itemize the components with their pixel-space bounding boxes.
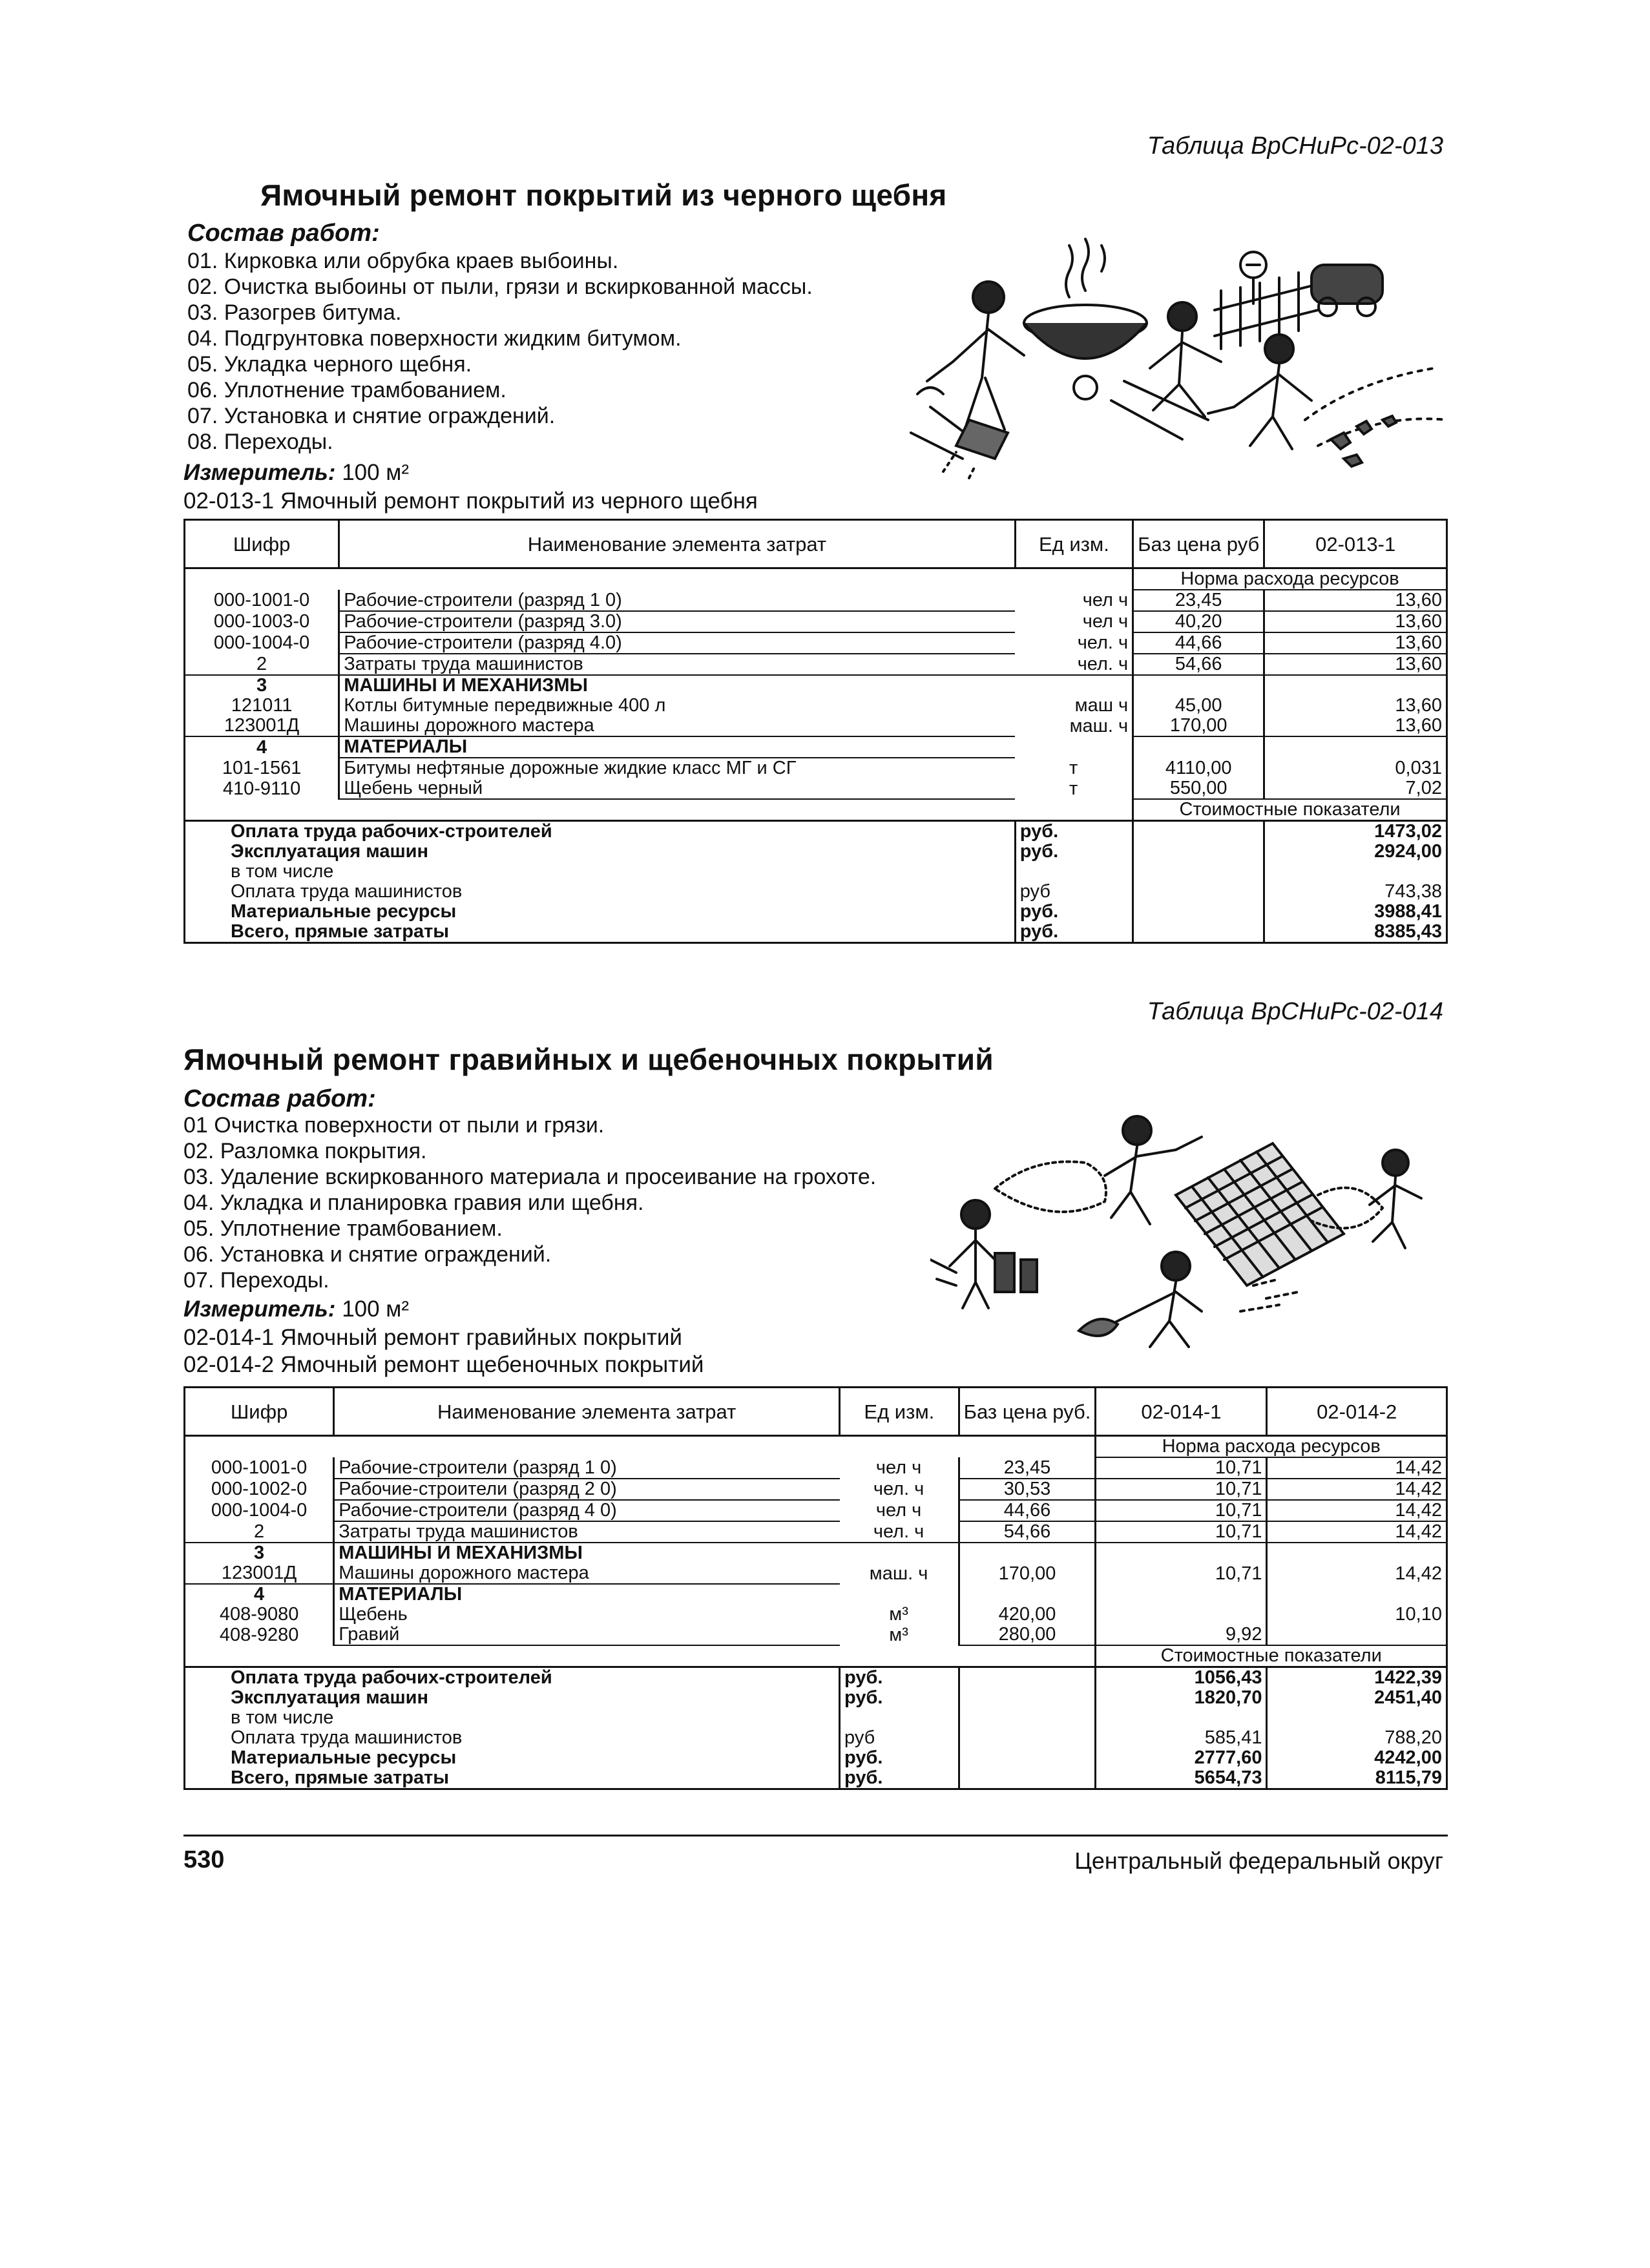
cost-row: [185, 1688, 1447, 1708]
cost-label: Стоимостные показатели: [1096, 1645, 1447, 1667]
row-price: 45,00: [1133, 696, 1264, 716]
cost-value: 2924,00: [1264, 842, 1447, 862]
row-name: Затраты труда машинистов: [334, 1521, 840, 1543]
cost-value: 1056,43: [1096, 1667, 1267, 1689]
row-value: 9,92: [1096, 1625, 1267, 1645]
cost-value: 585,41: [1096, 1728, 1267, 1748]
header-code: Шифр: [185, 1388, 334, 1436]
cost-unit: руб.: [840, 1768, 959, 1789]
cost-row: [185, 862, 1447, 882]
row-name: Рабочие-строители (разряд 3.0): [339, 611, 1016, 632]
cost-unit: руб: [840, 1728, 959, 1748]
row-code: 410-9110: [222, 778, 301, 799]
row-name: Рабочие-строители (разряд 4 0): [334, 1500, 840, 1521]
header-unit: Ед изм.: [1015, 520, 1133, 568]
table-header-row: [185, 1388, 1447, 1436]
cost-row: [185, 1667, 1447, 1689]
cost-row: [185, 1708, 1447, 1728]
row-code: 3: [254, 1543, 265, 1563]
work-item: 04. Укладка и планировка гравия или щебня.: [183, 1191, 644, 1215]
section-title-2: Ямочный ремонт гравийных и щебеночных покрытий: [183, 1043, 994, 1076]
row-value: 10,71: [1096, 1479, 1267, 1500]
row-name: Котлы битумные передвижные 400 л: [339, 696, 1016, 716]
row-name: Щебень черный: [339, 778, 1016, 799]
page-number: 530: [183, 1846, 225, 1873]
cost-row: [185, 1768, 1447, 1789]
row-name: Рабочие-строители (разряд 2 0): [334, 1479, 840, 1500]
cost-name: Всего, прямые затраты: [231, 921, 450, 942]
row-name: Рабочие-строители (разряд 4.0): [339, 632, 1016, 654]
cost-unit: руб.: [840, 1748, 959, 1768]
cost-row: [185, 1728, 1447, 1748]
row-name: Рабочие-строители (разряд 1 0): [334, 1457, 840, 1479]
works-list-2: [183, 1112, 876, 1293]
table-row: [185, 736, 1447, 758]
row-name: Гравий: [334, 1625, 840, 1645]
row-code: 123001Д: [185, 716, 339, 736]
row-value: 13,60: [1264, 590, 1447, 611]
row-value: 13,60: [1264, 654, 1447, 675]
header-name: Наименование элемента затрат: [334, 1388, 840, 1436]
row-price: 54,66: [959, 1521, 1096, 1543]
row-name: Машины дорожного мастера: [334, 1563, 840, 1584]
cost-value: 788,20: [1267, 1728, 1447, 1748]
work-item: 05. Укладка черного щебня.: [187, 352, 472, 377]
row-name: МАШИНЫ И МЕХАНИЗМЫ: [339, 675, 1016, 696]
row-price: 23,45: [1133, 590, 1264, 611]
row-unit: чел ч: [1082, 590, 1129, 610]
works-list-1: [187, 248, 813, 455]
work-item: 02. Разломка покрытия.: [183, 1139, 427, 1163]
work-item: 07. Установка и снятие ограждений.: [187, 404, 556, 428]
row-value: 14,42: [1267, 1500, 1447, 1521]
table-ref-2: Таблица ВрСНиРс-02-014: [1147, 998, 1443, 1025]
measure-value: 100 м²: [342, 1296, 410, 1322]
header-col1: 02-014-1: [1096, 1388, 1267, 1436]
row-price: 44,66: [959, 1500, 1096, 1521]
measure-2: [183, 1296, 409, 1322]
cost-label: Стоимостные показатели: [1133, 799, 1447, 821]
row-price: 23,45: [959, 1457, 1096, 1479]
cost-unit: руб.: [1015, 821, 1133, 842]
cost-value: 1820,70: [1096, 1688, 1267, 1708]
table-row: [185, 654, 1447, 675]
row-code: 101-1561: [222, 757, 302, 778]
row-price: 280,00: [959, 1625, 1096, 1645]
cost-name: Оплата труда рабочих-строителей: [185, 1667, 840, 1689]
row-value: 10,10: [1267, 1605, 1447, 1625]
work-item: 03. Удаление вскиркованного материала и просеивание на грохоте.: [183, 1165, 877, 1189]
row-unit: чел ч: [1082, 611, 1129, 632]
row-code: 4: [256, 736, 267, 758]
work-item: 04. Подгрунтовка поверхности жидким битумом.: [187, 326, 682, 351]
work-item: 05. Уплотнение трамбованием.: [183, 1216, 503, 1241]
work-item: 06. Уплотнение трамбованием.: [187, 378, 506, 402]
subitem-1: 02-013-1 Ямочный ремонт покрытий из черного щебня: [183, 488, 758, 514]
cost-value: 1422,39: [1267, 1667, 1447, 1689]
header-price: Баз цена руб.: [959, 1388, 1096, 1436]
cost-unit: руб.: [1015, 922, 1133, 943]
row-code: 123001Д: [185, 1563, 334, 1584]
row-unit: м³: [889, 1604, 908, 1625]
cost-value: 2451,40: [1267, 1688, 1447, 1708]
row-price: 44,66: [1133, 632, 1264, 654]
row-unit: маш ч: [1074, 695, 1129, 716]
row-code: 000-1004-0: [213, 632, 310, 653]
row-price: 170,00: [959, 1563, 1096, 1584]
row-unit: чел. ч: [840, 1521, 959, 1543]
row-code: 000-1001-0: [211, 1457, 308, 1478]
work-item: 06. Установка и снятие ограждений.: [183, 1242, 552, 1267]
work-item: 02. Очистка выбоины от пыли, грязи и вскиркованной массы.: [187, 275, 813, 299]
row-code: 4: [254, 1584, 265, 1605]
row-value: 13,60: [1264, 611, 1447, 632]
works-label-1: Состав работ:: [187, 220, 380, 247]
row-value: 14,42: [1267, 1563, 1447, 1584]
row-unit: чел ч: [875, 1500, 922, 1521]
cost-value: 8385,43: [1264, 922, 1447, 943]
work-item: 03. Разогрев битума.: [187, 300, 402, 325]
row-unit: маш. ч: [869, 1563, 928, 1584]
header-price: Баз цена руб: [1133, 520, 1264, 568]
cost-name: Эксплуатация машин: [231, 1687, 429, 1708]
cost-name: Всего, прямые затраты: [231, 1767, 450, 1788]
cost-value: 5654,73: [1096, 1768, 1267, 1789]
table-row: [185, 1605, 1447, 1625]
table-row: [185, 611, 1447, 632]
table-row: [185, 758, 1447, 778]
cost-unit: руб.: [840, 1688, 959, 1708]
cost-value: 3988,41: [1264, 902, 1447, 922]
cost-row: [185, 821, 1447, 842]
road-repair-illustration-1: [892, 226, 1460, 484]
gravel-sieving-illustration-2: [930, 1105, 1434, 1357]
row-unit: чел. ч: [1077, 632, 1129, 653]
cost-name: в том числе: [231, 1707, 334, 1728]
row-price: 4110,00: [1133, 758, 1264, 778]
row-price: 54,66: [1133, 654, 1264, 675]
cost-row: [185, 1748, 1447, 1768]
header-col2: 02-014-2: [1267, 1388, 1447, 1436]
header-code: Шифр: [185, 520, 339, 568]
cost-row: [185, 902, 1447, 922]
cost-name: Оплата труда машинистов: [231, 881, 463, 902]
table-row: [185, 778, 1447, 799]
cost-value: 4242,00: [1267, 1748, 1447, 1768]
cost-name: Материальные ресурсы: [231, 1747, 457, 1768]
cost-unit: руб.: [840, 1667, 959, 1689]
table-row: [185, 1479, 1447, 1500]
measure-label: Измеритель:: [183, 460, 336, 485]
cost-value: 8115,79: [1267, 1768, 1447, 1789]
cost-unit: руб.: [1015, 902, 1133, 922]
table-row: [185, 1500, 1447, 1521]
cost-row: [185, 842, 1447, 862]
footer-region: Центральный федеральный округ: [1074, 1847, 1443, 1874]
row-value: 14,42: [1267, 1479, 1447, 1500]
work-item: 08. Переходы.: [187, 430, 333, 454]
measure-label: Измеритель:: [183, 1296, 336, 1322]
works-label-2: Состав работ:: [183, 1085, 376, 1112]
row-value: 10,71: [1096, 1457, 1267, 1479]
row-code: 408-9080: [219, 1604, 299, 1625]
row-unit: т: [1069, 757, 1078, 778]
table-row: [185, 1521, 1447, 1543]
row-value: 13,60: [1264, 716, 1447, 736]
table-row: [185, 1543, 1447, 1563]
table-row: [185, 632, 1447, 654]
row-value: 10,71: [1096, 1563, 1267, 1584]
cost-name: Оплата труда машинистов: [231, 1727, 463, 1748]
row-value: 13,60: [1264, 632, 1447, 654]
header-col1: 02-013-1: [1264, 520, 1447, 568]
row-code: 000-1004-0: [211, 1500, 308, 1521]
row-code: 3: [256, 675, 267, 696]
row-value: 10,71: [1096, 1500, 1267, 1521]
table-row: [185, 675, 1447, 696]
cost-name: в том числе: [231, 861, 334, 882]
row-name: Битумы нефтяные дорожные жидкие класс МГ и СГ: [339, 758, 1016, 778]
subitem-1: 02-014-1 Ямочный ремонт гравийных покрытий: [183, 1325, 682, 1350]
row-value: [1267, 1625, 1447, 1645]
measure-1: [183, 460, 409, 486]
table-row: [185, 696, 1447, 716]
cost-name: Оплата труда рабочих-строителей: [185, 821, 1016, 842]
norm-label-row: [185, 1436, 1447, 1458]
table-row: [185, 1457, 1447, 1479]
resource-table-1: [183, 519, 1448, 944]
row-price: 420,00: [959, 1605, 1096, 1625]
row-value: 0,031: [1264, 758, 1447, 778]
row-price: 550,00: [1133, 778, 1264, 799]
row-value: 14,42: [1267, 1521, 1447, 1543]
row-code: 000-1003-0: [213, 611, 310, 632]
table-row: [185, 1584, 1447, 1605]
row-code: 408-9280: [219, 1624, 299, 1645]
measure-value: 100 м²: [342, 460, 410, 485]
row-value: 10,71: [1096, 1521, 1267, 1543]
row-value: 13,60: [1264, 696, 1447, 716]
cost-name: Эксплуатация машин: [231, 841, 429, 862]
cost-row: [185, 922, 1447, 943]
row-name: МАТЕРИАЛЫ: [339, 736, 1016, 758]
cost-name: Материальные ресурсы: [231, 901, 457, 922]
cost-label-row: [185, 1645, 1447, 1667]
cost-unit: руб.: [1015, 842, 1133, 862]
work-item: 07. Переходы.: [183, 1268, 329, 1293]
footer-rule: [183, 1835, 1448, 1836]
cost-row: [185, 882, 1447, 902]
row-name: Щебень: [334, 1605, 840, 1625]
cost-value: 1473,02: [1264, 821, 1447, 842]
row-unit: чел. ч: [1015, 654, 1133, 675]
table-header-row: [185, 520, 1447, 568]
work-item: 01. Кирковка или обрубка краев выбоины.: [187, 249, 619, 273]
norm-label: Норма расхода ресурсов: [1133, 568, 1447, 590]
table-row: [185, 716, 1447, 736]
norm-label: Норма расхода ресурсов: [1096, 1436, 1447, 1458]
row-code: 121011: [231, 695, 293, 716]
row-name: МАТЕРИАЛЫ: [334, 1584, 840, 1605]
row-price: 170,00: [1133, 716, 1264, 736]
row-value: 7,02: [1264, 778, 1447, 799]
row-code: 2: [185, 654, 339, 675]
subitem-2: 02-014-2 Ямочный ремонт щебеночных покрытий: [183, 1352, 704, 1377]
header-unit: Ед изм.: [840, 1388, 959, 1436]
work-item: 01 Очистка поверхности от пыли и грязи.: [183, 1113, 605, 1138]
row-unit: чел ч: [875, 1457, 922, 1478]
table-ref-1: Таблица ВрСНиРс-02-013: [1147, 132, 1443, 160]
row-value: 14,42: [1267, 1457, 1447, 1479]
row-code: 2: [185, 1521, 334, 1543]
section-title-1: Ямочный ремонт покрытий из черного щебня: [260, 178, 947, 212]
cost-value: 2777,60: [1096, 1748, 1267, 1768]
row-price: 30,53: [959, 1479, 1096, 1500]
row-name: Машины дорожного мастера: [339, 716, 1016, 736]
row-name: Рабочие-строители (разряд 1 0): [339, 590, 1016, 611]
row-price: 40,20: [1133, 611, 1264, 632]
cost-value: 743,38: [1264, 882, 1447, 902]
header-name: Наименование элемента затрат: [339, 520, 1016, 568]
resource-table-2: [183, 1386, 1448, 1790]
row-unit: маш. ч: [1069, 715, 1129, 736]
row-name: МАШИНЫ И МЕХАНИЗМЫ: [334, 1543, 840, 1563]
table-row: [185, 1563, 1447, 1584]
row-code: 000-1001-0: [213, 590, 310, 610]
row-unit: м³: [889, 1624, 908, 1645]
row-unit: чел. ч: [873, 1479, 924, 1499]
row-unit: т: [1069, 778, 1078, 799]
table-row: [185, 1625, 1447, 1645]
cost-label-row: [185, 799, 1447, 821]
row-name: Затраты труда машинистов: [339, 654, 1016, 675]
row-value: [1096, 1605, 1267, 1625]
norm-label-row: [185, 568, 1447, 590]
row-code: 000-1002-0: [211, 1479, 308, 1499]
table-row: [185, 590, 1447, 611]
cost-unit: руб: [1015, 882, 1133, 902]
